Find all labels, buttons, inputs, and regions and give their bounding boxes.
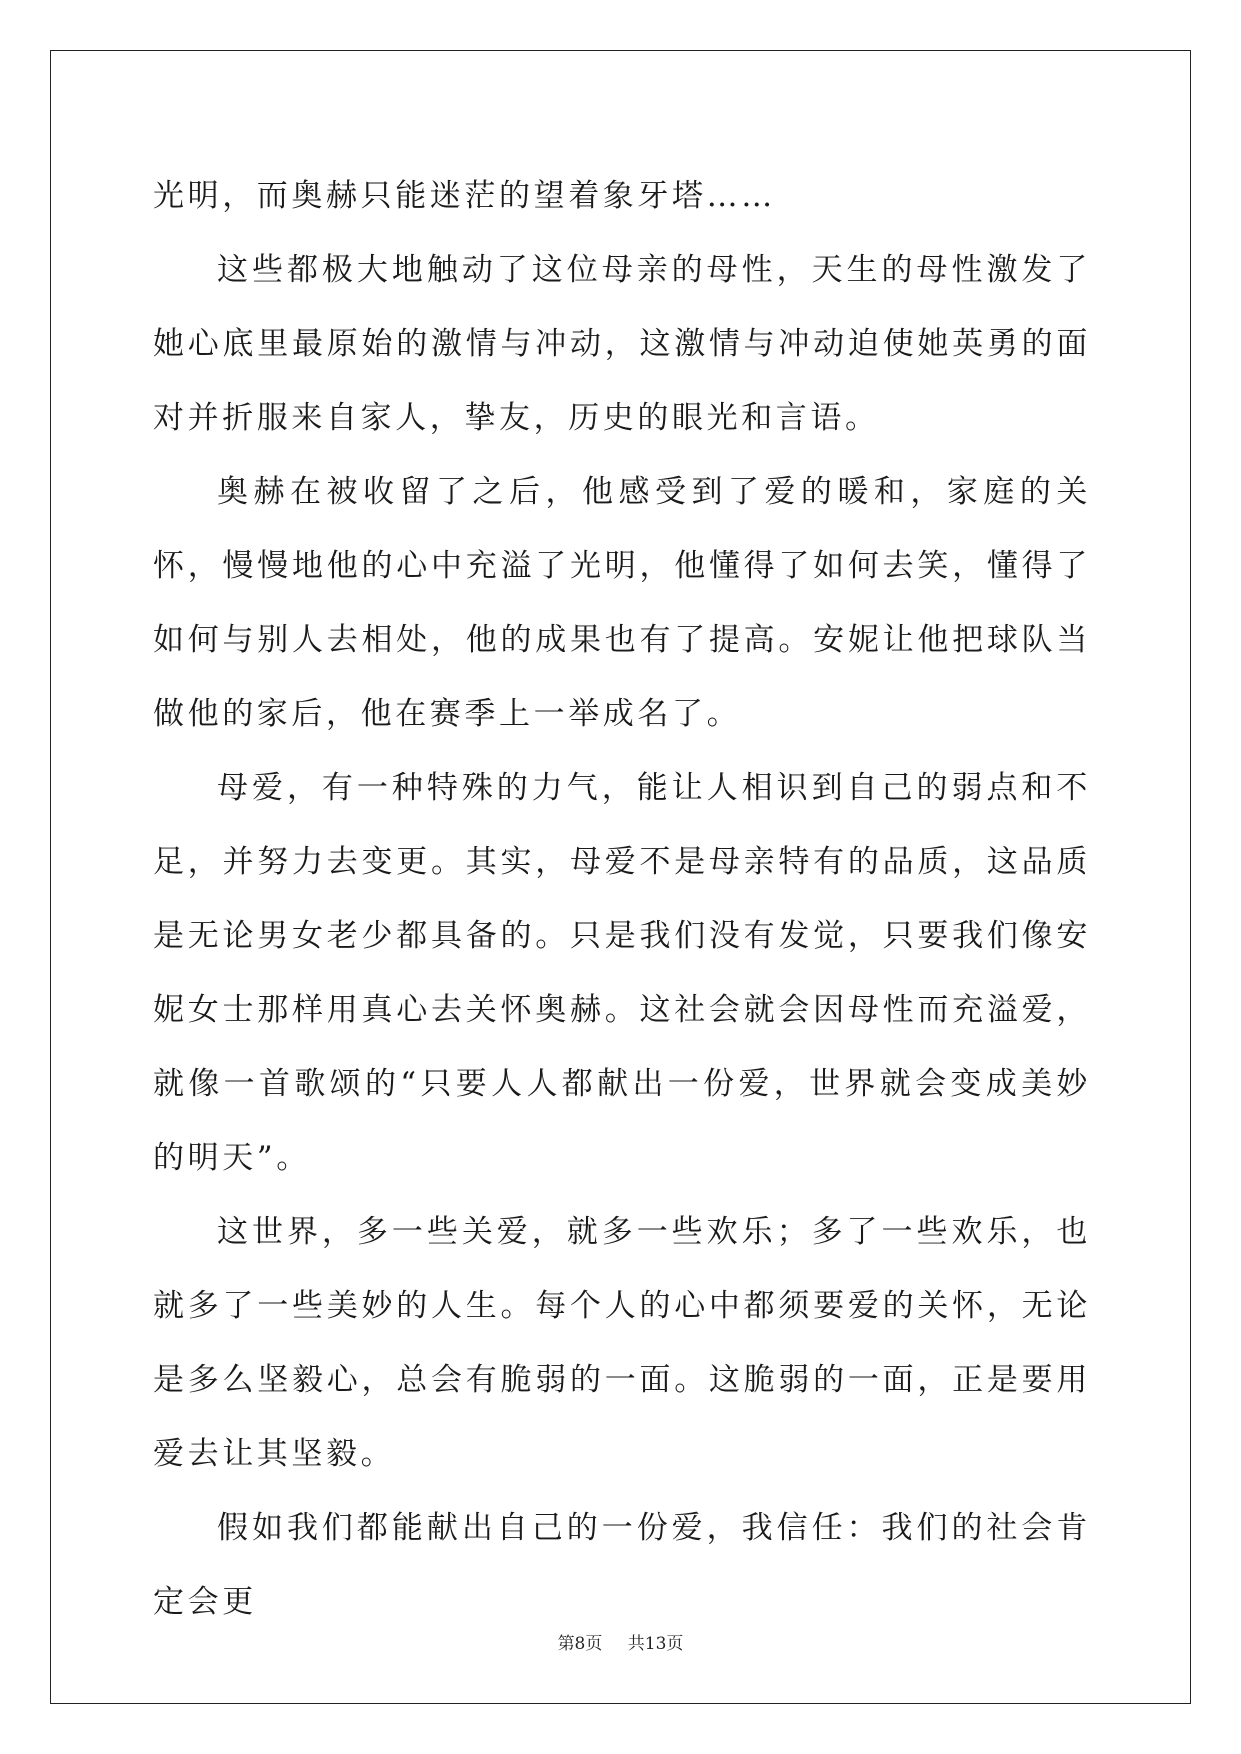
paragraph-5: 这世界，多一些关爱，就多一些欢乐；多了一些欢乐，也就多了一些美妙的人生。每个人的心中都须要爱的关怀，无论是多么坚毅心，总会有脆弱的一面。这脆弱的一面，正是要用爱去让其坚毅。 (153, 1214, 1091, 1472)
paragraph-1: 光明，而奥赫只能迷茫的望着象牙塔…… (153, 178, 776, 214)
document-body (153, 159, 1091, 1639)
paragraph-4: 母爱，有一种特殊的力气，能让人相识到自己的弱点和不足，并努力去变更。其实，母爱不是母亲特有的品质，这品质是无论男女老少都具备的。只是我们没有发觉，只要我们像安妮女士那样用真心去关怀奥赫。这社会就会因母性而充溢爱，就像一首歌颂的“只要人人都献出一份爱，世界就会变成美妙的明天”。 (153, 770, 1091, 1176)
page-number: 第8页 (557, 1634, 603, 1654)
paragraph-2: 这些都极大地触动了这位母亲的母性，天生的母性激发了她心底里最原始的激情与冲动，这激情与冲动迫使她英勇的面对并折服来自家人，挚友，历史的眼光和言语。 (153, 252, 1091, 436)
page-total: 共13页 (627, 1634, 684, 1654)
page-footer (0, 1629, 1241, 1654)
paragraph-3: 奥赫在被收留了之后，他感受到了爱的暖和，家庭的关怀，慢慢地他的心中充溢了光明，他懂得了如何去笑，懂得了如何与别人去相处，他的成果也有了提高。安妮让他把球队当做他的家后，他在赛季上一举成名了。 (153, 474, 1091, 732)
paragraph-6: 假如我们都能献出自己的一份爱，我信任：我们的社会肯定会更 (153, 1510, 1091, 1620)
